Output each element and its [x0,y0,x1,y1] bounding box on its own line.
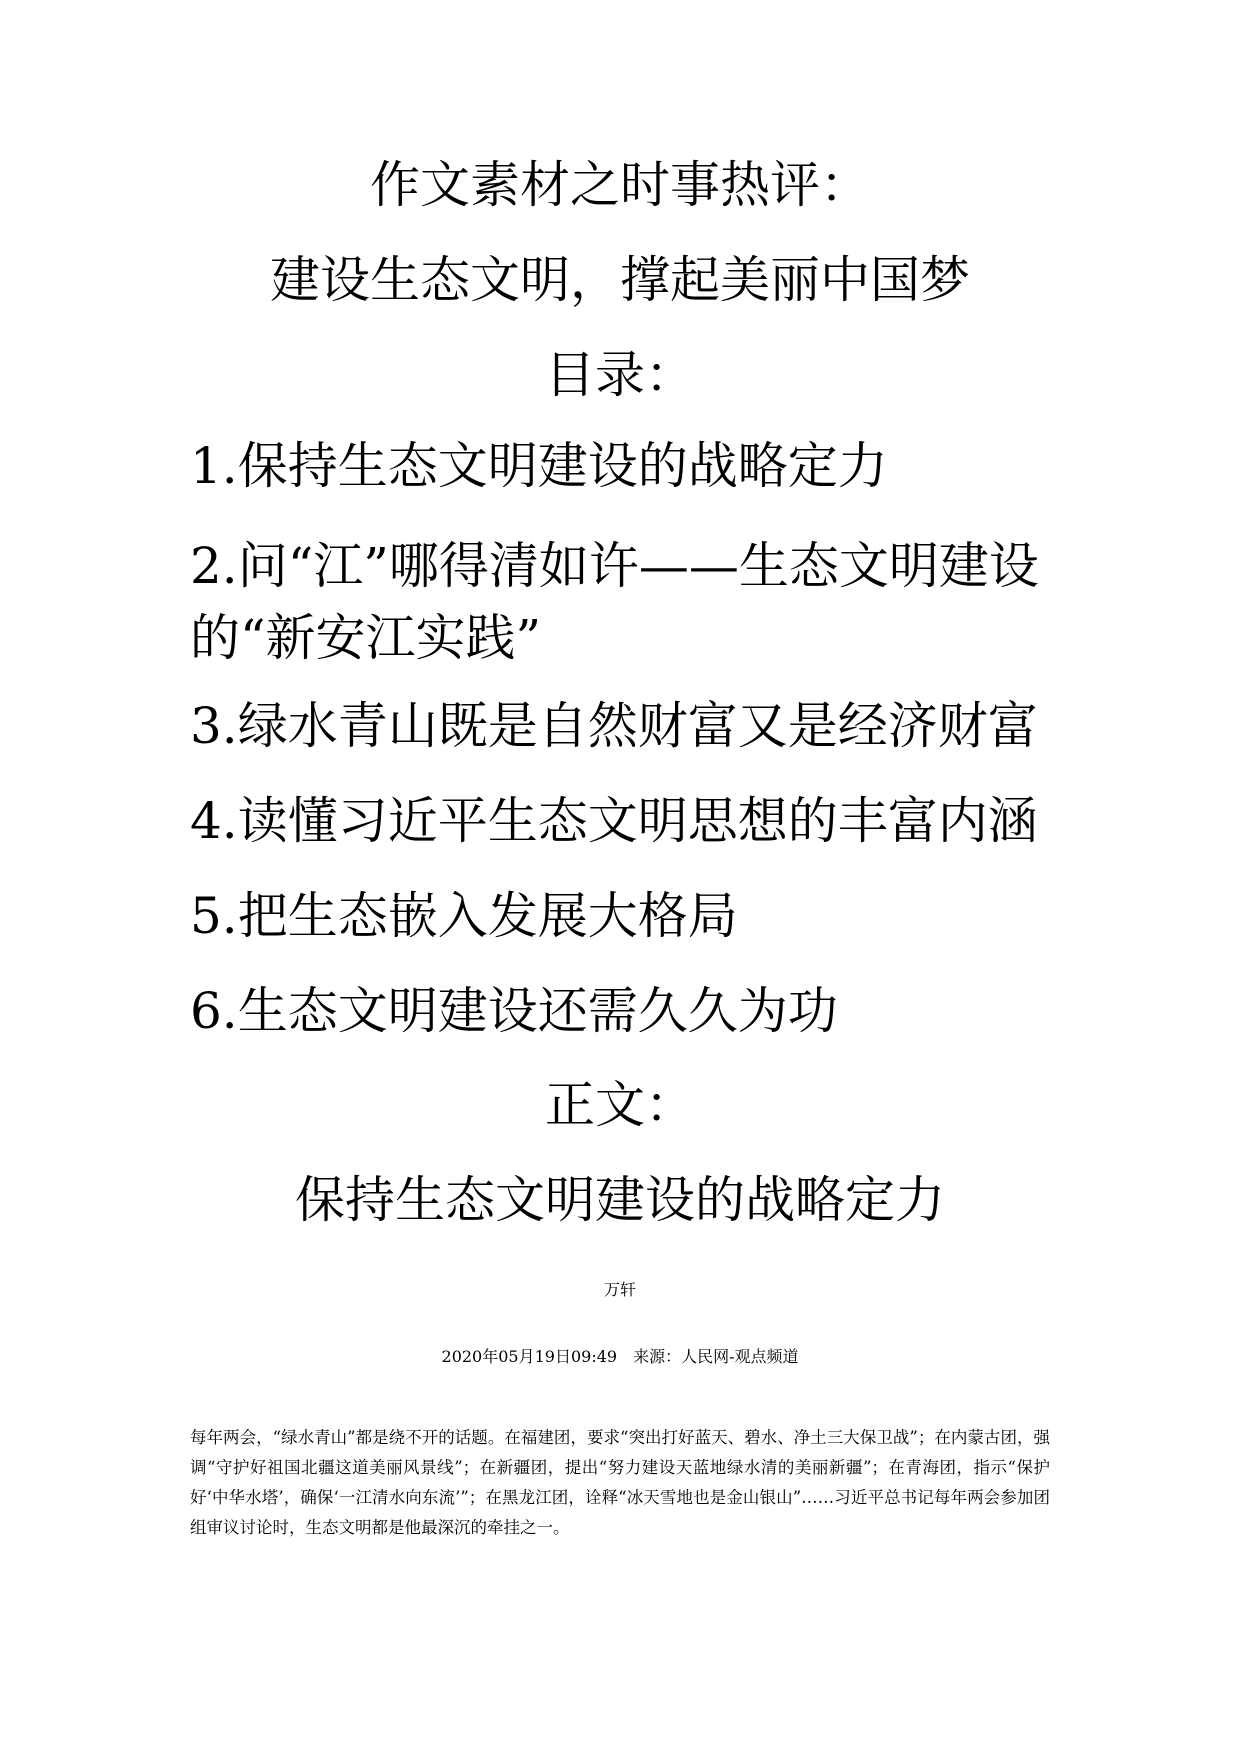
toc-item-1: 1.保持生态文明建设的战略定力 [190,437,888,495]
article-meta: 2020年05月19日09:49 来源：人民网-观点频道 [441,1347,799,1366]
toc-item-5: 5.把生态嵌入发展大格局 [190,887,738,945]
title-line-1: 作文素材之时事热评： [370,156,870,214]
toc-item-2: 2.问“江”哪得清如许——生态文明建设的“新安江实践” [190,537,1039,667]
article-title: 保持生态文明建设的战略定力 [295,1171,945,1229]
title-line-2: 建设生态文明，撑起美丽中国梦 [270,251,970,309]
toc-item-6: 6.生态文明建设还需久久为功 [190,982,838,1040]
body-heading: 正文： [545,1076,695,1134]
toc-item-4: 4.读懂习近平生态文明思想的丰富内涵 [190,792,1038,850]
toc-item-3: 3.绿水青山既是自然财富又是经济财富 [190,697,1038,755]
article-paragraph: 每年两会，“绿水青山”都是绕不开的话题。在福建团，要求“突出打好蓝天、碧水、净土三大保卫战”；在内蒙古团，强调“守护好祖国北疆这道美丽风景线”；在新疆团，提出“努力建设天蓝地绿水清的美丽新疆”；在青海团，指示“保护好‘中华水塔’，确保‘一江清水向东流’”；在黑龙江团，诠释“冰天雪地也是金山银山”……习近平总书记每年两会参加团组审议讨论时，生态文明都是他最深沉的牵挂之一。 [190,1428,1050,1537]
article-author: 万轩 [603,1280,636,1299]
toc-heading: 目录： [545,346,695,404]
